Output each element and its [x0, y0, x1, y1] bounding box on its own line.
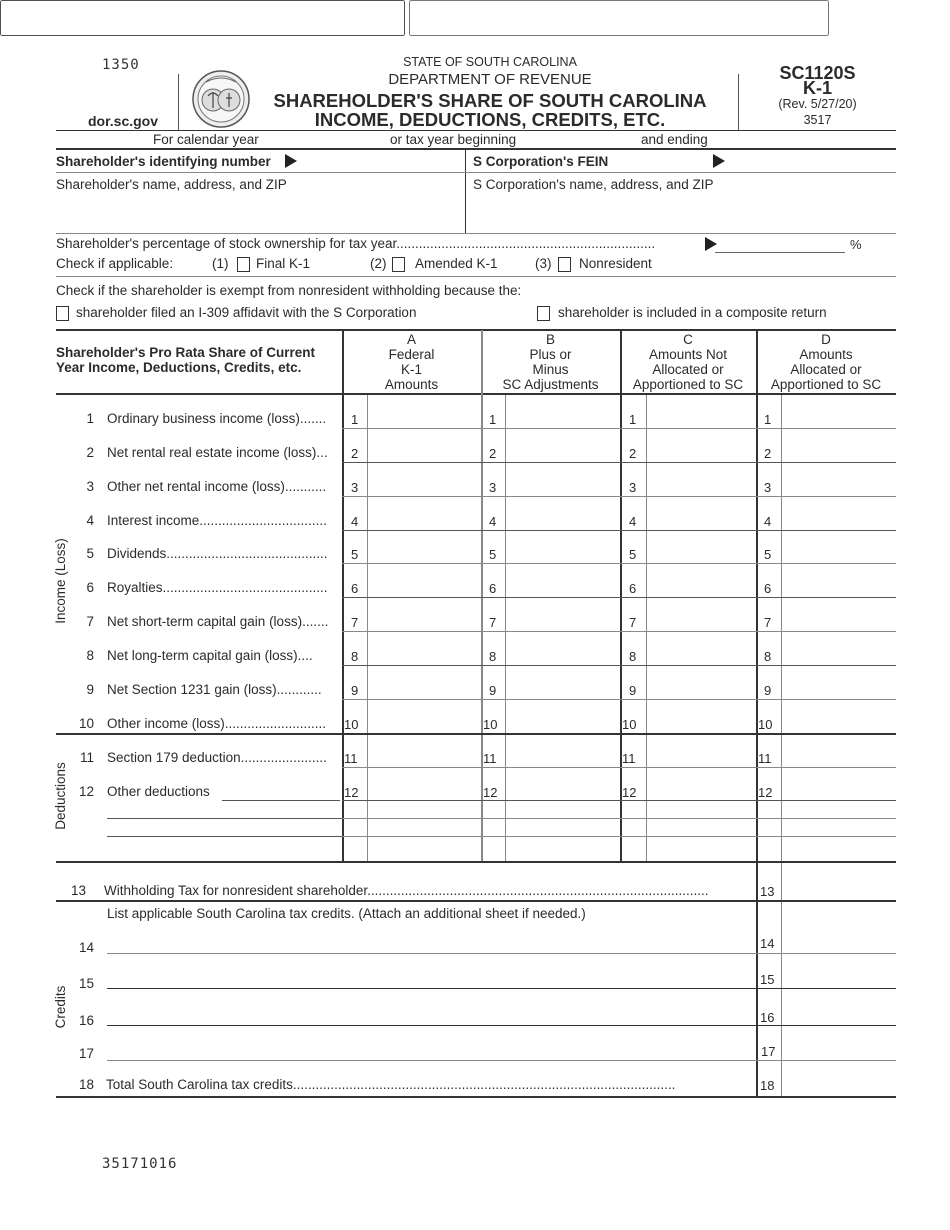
row-rule — [342, 496, 896, 497]
column-c-numbox-divider — [646, 395, 647, 862]
composite-return-label: shareholder is included in a composite return — [558, 305, 827, 320]
box-number: 10 — [622, 717, 637, 732]
row-label: Section 179 deduction....................... — [107, 750, 327, 765]
box-number: 9 — [351, 683, 359, 698]
department-name: DEPARTMENT OF REVENUE — [388, 71, 592, 88]
column-b-line2: Minus — [532, 362, 569, 377]
calendar-year-input[interactable] — [268, 132, 363, 146]
other-deductions-line — [107, 818, 342, 819]
form-id: SC1120S — [779, 63, 856, 83]
row11-column-d-input[interactable] — [783, 737, 895, 765]
row4-column-b-input[interactable] — [507, 500, 617, 528]
form-code-top: 1350 — [102, 57, 140, 73]
row10-column-b-input[interactable] — [507, 703, 617, 731]
shareholder-id-input[interactable] — [300, 152, 460, 170]
column-a-header — [342, 332, 481, 392]
arrow-right-icon — [713, 154, 725, 168]
box-number: 7 — [764, 615, 772, 630]
credit-15-line — [107, 988, 896, 989]
row6-column-d-input[interactable] — [783, 567, 895, 595]
row7-column-c-input[interactable] — [648, 601, 754, 629]
row1-column-a-input[interactable] — [369, 398, 479, 426]
box-number: 2 — [489, 446, 497, 461]
row-number: 9 — [86, 682, 94, 697]
table-heading-line1: Shareholder's Pro Rata Share of Current — [56, 345, 316, 360]
box-number: 10 — [344, 717, 359, 732]
option-amended-number: (2) — [370, 256, 387, 271]
row-number: 13 — [70, 883, 86, 898]
box-number: 12 — [483, 785, 498, 800]
box-number: 7 — [629, 615, 637, 630]
revision-date: (Rev. 5/27/20) — [778, 97, 857, 111]
column-a-line1: Federal — [388, 347, 435, 362]
box-number: 2 — [351, 446, 359, 461]
state-name: STATE OF SOUTH CAROLINA — [403, 55, 577, 69]
box-number: 8 — [629, 649, 637, 664]
row-number: 2 — [86, 445, 94, 460]
column-a-line3: Amounts — [384, 377, 439, 392]
column-c-header — [620, 332, 756, 392]
column-b-line3: SC Adjustments — [502, 377, 599, 392]
row6-column-c-input[interactable] — [648, 567, 754, 595]
corp-name-input[interactable] — [409, 0, 829, 36]
form-sub-id: K-1 — [802, 78, 832, 98]
tax-year-begin-input[interactable] — [528, 132, 622, 146]
tax-year-begin-label: or tax year beginning — [390, 132, 517, 147]
row11-column-b-input[interactable] — [507, 737, 617, 765]
row9-column-c-input[interactable] — [648, 669, 754, 697]
row-label: Net Section 1231 gain (loss)............ — [107, 682, 322, 697]
credit-14-description-input[interactable] — [107, 934, 752, 952]
column-d-line2: Allocated or — [790, 362, 862, 377]
row9-column-a-input[interactable] — [369, 669, 479, 697]
row2-column-c-input[interactable] — [648, 432, 754, 460]
credit-17-value-input[interactable] — [783, 1028, 895, 1058]
amended-k1-checkbox[interactable] — [392, 257, 405, 272]
column-d-letter: D — [821, 332, 831, 347]
box-number: 2 — [629, 446, 637, 461]
credit-14-value-input[interactable] — [783, 920, 895, 952]
row10-column-d-input[interactable] — [783, 703, 895, 731]
row-number: 7 — [86, 614, 94, 629]
row-number: 16 — [78, 1013, 94, 1028]
i309-affidavit-label: shareholder filed an I-309 affidavit with the S Corporation — [76, 305, 417, 320]
row-number: 14 — [78, 940, 94, 955]
row3-column-b-input[interactable] — [507, 466, 617, 494]
website-label: dor.sc.gov — [88, 113, 159, 129]
form-title-line2: INCOME, DEDUCTIONS, CREDITS, ETC. — [314, 109, 666, 130]
tax-year-end-input[interactable] — [720, 132, 813, 146]
deductions-section-bottom-rule — [56, 861, 896, 863]
row7-column-b-input[interactable] — [507, 601, 617, 629]
ownership-percentage-input[interactable] — [715, 236, 845, 253]
box-number: 15 — [760, 972, 775, 987]
credits-instruction: List applicable South Carolina tax credits. (Attach an additional sheet if needed.) — [107, 906, 586, 921]
row-rule — [342, 428, 896, 429]
box-number: 12 — [344, 785, 359, 800]
row6-column-a-input[interactable] — [369, 567, 479, 595]
column-d-numbox-divider — [781, 395, 782, 1098]
column-a-numbox-divider — [367, 395, 368, 862]
row12-column-d-input[interactable] — [783, 771, 895, 799]
box-number: 13 — [760, 884, 775, 899]
row-rule — [342, 767, 896, 768]
column-d-header — [756, 332, 896, 392]
column-c-line2: Allocated or — [652, 362, 724, 377]
shareholder-name-label: Shareholder's name, address, and ZIP — [56, 177, 287, 192]
row1-column-b-input[interactable] — [507, 398, 617, 426]
income-section-bottom-rule — [56, 733, 896, 735]
box-number: 7 — [351, 615, 359, 630]
row-number: 8 — [86, 648, 94, 663]
column-b-line1: Plus or — [529, 347, 572, 362]
column-d-divider — [756, 330, 758, 1098]
row-number: 3 — [86, 479, 94, 494]
row10-column-c-input[interactable] — [648, 703, 754, 731]
credit-15-description-input[interactable] — [107, 970, 752, 988]
column-b-header — [481, 332, 620, 392]
nonresident-checkbox[interactable] — [558, 257, 571, 272]
box-number: 10 — [483, 717, 498, 732]
column-b-divider — [481, 330, 483, 862]
row9-column-b-input[interactable] — [507, 669, 617, 697]
row6-column-b-input[interactable] — [507, 567, 617, 595]
row-label: Dividends........................................... — [107, 546, 328, 561]
form-bottom-rule — [56, 1096, 896, 1098]
row-label: Interest income.................................. — [107, 513, 327, 528]
form-title-line1: SHAREHOLDER'S SHARE OF SOUTH CAROLINA — [273, 90, 707, 111]
box-number: 5 — [764, 547, 772, 562]
row-rule — [342, 665, 896, 666]
income-section-label: Income (Loss) — [53, 538, 68, 624]
row-rule — [342, 631, 896, 632]
row-number: 10 — [78, 716, 94, 731]
check-applicable-bottom-rule — [56, 276, 896, 277]
box-number: 5 — [351, 547, 359, 562]
amended-k1-label: Amended K-1 — [415, 256, 498, 271]
credit-16-line — [107, 1025, 896, 1026]
credits-section-label: Credits — [53, 985, 68, 1029]
box-number: 14 — [760, 936, 775, 951]
row11-column-a-input[interactable] — [369, 737, 479, 765]
row4-column-a-input[interactable] — [369, 500, 479, 528]
line13-bottom-rule — [56, 900, 896, 902]
box-number: 3 — [629, 480, 637, 495]
box-number: 11 — [758, 751, 772, 766]
row-label: Net short-term capital gain (loss)....... — [107, 614, 329, 629]
percent-sign: % — [850, 237, 862, 252]
box-number: 6 — [351, 581, 359, 596]
row5-column-a-input[interactable] — [369, 533, 479, 561]
box-number: 6 — [489, 581, 497, 596]
box-number: 11 — [622, 751, 636, 766]
box-number: 12 — [758, 785, 773, 800]
row2-column-b-input[interactable] — [507, 432, 617, 460]
box-number: 9 — [629, 683, 637, 698]
box-number: 11 — [344, 751, 358, 766]
box-number: 3 — [764, 480, 772, 495]
box-number: 5 — [629, 547, 637, 562]
final-k1-checkbox[interactable] — [237, 257, 250, 272]
row-number: 17 — [78, 1046, 94, 1061]
column-c-line1: Amounts Not — [648, 347, 728, 362]
deductions-section-label: Deductions — [53, 762, 68, 830]
row8-column-d-input[interactable] — [783, 635, 895, 663]
credit-16-value-input[interactable] — [783, 992, 895, 1023]
row-number: 12 — [78, 784, 94, 799]
fein-input[interactable] — [730, 152, 890, 170]
header-divider-left — [178, 74, 179, 130]
box-number: 9 — [489, 683, 497, 698]
box-number: 4 — [629, 514, 637, 529]
column-c-divider — [620, 330, 622, 862]
box-number: 9 — [764, 683, 772, 698]
column-b-letter: B — [545, 332, 555, 347]
option-nonresident-number: (3) — [535, 256, 552, 271]
column-a-letter: A — [406, 332, 416, 347]
header-divider-right — [738, 74, 739, 130]
credit-15-value-input[interactable] — [783, 956, 895, 986]
row-number: 18 — [78, 1077, 94, 1092]
row8-column-a-input[interactable] — [369, 635, 479, 663]
row-rule — [342, 800, 896, 801]
row12-column-a-input[interactable] — [369, 771, 479, 799]
row9-column-d-input[interactable] — [783, 669, 895, 697]
box-number: 8 — [489, 649, 497, 664]
table-heading-line2: Year Income, Deductions, Credits, etc. — [56, 360, 302, 375]
withholding-tax-input[interactable] — [783, 866, 895, 898]
row12-column-b-input[interactable] — [507, 771, 617, 799]
row-label: Other deductions — [107, 784, 210, 799]
box-number: 1 — [629, 412, 637, 427]
column-a-line2: K-1 — [400, 362, 422, 377]
box-number: 4 — [489, 514, 497, 529]
row-number: 4 — [86, 513, 94, 528]
row2-column-d-input[interactable] — [783, 432, 895, 460]
option-final-number: (1) — [212, 256, 229, 271]
nonresident-label: Nonresident — [579, 256, 652, 271]
row-rule — [342, 836, 896, 837]
row10-column-a-input[interactable] — [369, 703, 479, 731]
box-number: 1 — [489, 412, 497, 427]
row-rule — [342, 563, 896, 564]
box-number: 18 — [760, 1078, 775, 1093]
identity-row-rule — [56, 172, 896, 173]
column-d-line1: Amounts — [799, 347, 853, 362]
row5-column-c-input[interactable] — [648, 533, 754, 561]
ownership-label: Shareholder's percentage of stock ownership for tax year..................................................................... — [56, 236, 656, 251]
row-number: 6 — [86, 580, 94, 595]
box-number: 12 — [622, 785, 637, 800]
column-c-line3: Apportioned to SC — [632, 377, 744, 392]
box-number: 3 — [351, 480, 359, 495]
row-rule — [342, 818, 896, 819]
row-rule — [342, 530, 896, 531]
row-rule — [342, 462, 896, 463]
row8-column-c-input[interactable] — [648, 635, 754, 663]
column-d-line3: Apportioned to SC — [770, 377, 882, 392]
shareholder-name-input[interactable] — [0, 0, 405, 36]
table-header-bottom-rule — [56, 393, 896, 395]
credit-17-description-input[interactable] — [107, 1041, 752, 1059]
row7-column-d-input[interactable] — [783, 601, 895, 629]
tax-year-end-label: and ending — [641, 132, 708, 147]
barcode-number: 35171016 — [102, 1156, 178, 1172]
form-number: 3517 — [803, 113, 832, 127]
withholding-tax-label: Withholding Tax for nonresident shareholder........................................................................................... — [104, 883, 709, 898]
row-rule — [342, 699, 896, 700]
other-deductions-line — [107, 836, 342, 837]
row4-column-c-input[interactable] — [648, 500, 754, 528]
row3-column-a-input[interactable] — [369, 466, 479, 494]
table-top-rule — [56, 329, 896, 331]
box-number: 6 — [764, 581, 772, 596]
row1-column-c-input[interactable] — [648, 398, 754, 426]
box-number: 2 — [764, 446, 772, 461]
row4-column-d-input[interactable] — [783, 500, 895, 528]
row-label: Net rental real estate income (loss)... — [107, 445, 328, 460]
identity-divider — [465, 149, 466, 233]
shareholder-id-label: Shareholder's identifying number — [56, 154, 271, 169]
row-label: Royalties............................................ — [107, 580, 328, 595]
other-deductions-description-input[interactable] — [222, 784, 340, 801]
row-number: 5 — [86, 546, 94, 561]
credit-16-description-input[interactable] — [107, 1007, 752, 1025]
corp-name-label: S Corporation's name, address, and ZIP — [473, 177, 714, 192]
row7-column-a-input[interactable] — [369, 601, 479, 629]
box-number: 5 — [489, 547, 497, 562]
total-credits-input[interactable] — [783, 1063, 895, 1095]
box-number: 11 — [483, 751, 497, 766]
row8-column-b-input[interactable] — [507, 635, 617, 663]
calendar-year-label: For calendar year — [153, 132, 259, 147]
row-number: 1 — [86, 411, 94, 426]
box-number: 1 — [764, 412, 772, 427]
arrow-right-icon — [285, 154, 297, 168]
total-credits-label: Total South Carolina tax credits...................................................................................................... — [106, 1077, 676, 1092]
box-number: 4 — [351, 514, 359, 529]
row11-column-c-input[interactable] — [648, 737, 754, 765]
row-number: 15 — [78, 976, 94, 991]
column-b-numbox-divider — [505, 395, 506, 862]
row-label: Other income (loss)........................... — [107, 716, 327, 731]
header-bottom-rule — [56, 130, 896, 131]
column-c-letter: C — [683, 332, 693, 347]
box-number: 6 — [629, 581, 637, 596]
row3-column-d-input[interactable] — [783, 466, 895, 494]
row-label: Net long-term capital gain (loss).... — [107, 648, 313, 663]
column-a-divider — [342, 330, 344, 862]
row5-column-b-input[interactable] — [507, 533, 617, 561]
box-number: 4 — [764, 514, 772, 529]
box-number: 7 — [489, 615, 497, 630]
box-number: 8 — [764, 649, 772, 664]
box-number: 3 — [489, 480, 497, 495]
credit-14-line — [107, 953, 896, 954]
row5-column-d-input[interactable] — [783, 533, 895, 561]
row-rule — [342, 597, 896, 598]
tax-period-bottom-rule — [56, 148, 896, 150]
i309-affidavit-checkbox[interactable] — [56, 306, 69, 321]
check-applicable-label: Check if applicable: — [56, 256, 174, 271]
row-label: Ordinary business income (loss)....... — [107, 411, 327, 426]
row2-column-a-input[interactable] — [369, 432, 479, 460]
credit-17-line — [107, 1060, 896, 1061]
box-number: 8 — [351, 649, 359, 664]
identity-bottom-rule — [56, 233, 896, 234]
row1-column-d-input[interactable] — [783, 398, 895, 426]
table-heading — [56, 345, 315, 375]
box-number: 16 — [760, 1010, 775, 1025]
row3-column-c-input[interactable] — [648, 466, 754, 494]
box-number: 10 — [758, 717, 773, 732]
composite-return-checkbox[interactable] — [537, 306, 550, 321]
fein-label: S Corporation's FEIN — [473, 154, 609, 169]
row-number: 11 — [79, 750, 94, 765]
box-number: 17 — [761, 1044, 776, 1059]
exempt-label: Check if the shareholder is exempt from nonresident withholding because the: — [56, 283, 522, 298]
box-number: 1 — [351, 412, 359, 427]
final-k1-label: Final K-1 — [256, 256, 311, 271]
row-label: Other net rental income (loss)........... — [107, 479, 327, 494]
row12-column-c-input[interactable] — [648, 771, 754, 799]
